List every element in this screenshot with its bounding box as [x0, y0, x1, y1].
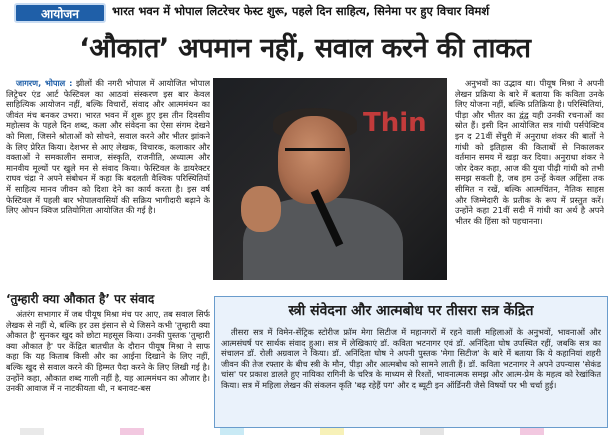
highlight-box-title: स्त्री संवेदना और आत्मबोध पर तीसरा सत्र केंद्रित	[288, 303, 534, 319]
subheading-aukaat-dialogue: ‘तुम्हारी क्या औकात है’ पर संवाद	[6, 292, 155, 306]
main-headline: ‘औकात’ अपमान नहीं, सवाल करने की ताकत	[79, 33, 531, 64]
highlight-box-text	[221, 327, 601, 423]
highlight-box	[214, 296, 608, 428]
section-banner	[0, 0, 609, 26]
highlight-box-paragraph: तीसरा सत्र में विमेन-सेंट्रिक स्टोरीज फ्रॉम मेगा सिटीज में महानगरों में रहने वाली महिलाओं के अनुभवों, भावनाओं और आत्मसंघर्ष पर सार्थक संवाद हुआ। सत्र में लेखिकाएं डॉ. कविता भटनागर एवं डॉ. अनिंदिता घोष उपस्थित रहीं, जबकि सत्र का संचालन डॉ. रोली अग्रवाल ने किया। डॉ. अनिंदिता घोष ने अपनी पुस्तक 'मेगा सिटीज' के बारे में बताया कि ये कहानियां शहरी जीवन की तेज रफ्तार के बीच स्त्री के मौन, पीड़ा और आत्मबोध को सामने लाती हैं। डॉ. कविता भटनागर ने अपने उपन्यास 'सेकंड चांस' पर प्रकाश डालते हुए नायिका रागिनी के चरित्र के माध्यम से रिश्तों, भावनात्मक समझ और आत्म-प्रेम के महत्व को रेखांकित किया। सत्र में महिला लेखन की संकलन कृति 'बढ़ रहेहैं पग' और द ब्यूटी इन ऑर्डिनरी जैसे विषयों पर भी चर्चा हुई।	[221, 327, 601, 390]
lead-article-column	[6, 78, 210, 288]
photo-backdrop-text: Thin	[363, 108, 427, 138]
banner-subheadline: भारत भवन में भोपाल लिटरेचर फेस्ट शुरू, पहले दिन साहित्य, सिनेमा पर हुए विचार विमर्श	[112, 4, 490, 18]
print-registration-mark	[420, 428, 444, 435]
lead-article-text: झीलों की नगरी भोपाल में आयोजित भोपाल लिट्रेचर एंड आर्ट फेस्टिवल का आठवां संस्करण इस बार केवल साहित्यिक आयोजन नहीं, बल्कि विचारों, संवाद और आत्ममंथन का जीवंत मंच बनकर उभरा। भारत भवन में शुरू हुए इस तीन दिवसीय महोत्सव के पहले दिन शब्द, कला और संवेदना का ऐसा संगम देखने को मिला, जिसने श्रोताओं को सोचने, सवाल करने और भीतर झांकने के लिए प्रेरित किया। देशभर से आए लेखक, विचारक, कलाकार और वक्ताओं ने समकालीन समाज, संस्कृति, राजनीति, अध्यात्म और मानवीय मूल्यों पर खुले मन से संवाद किया। फेस्टिवल के डायरेक्टर राघव चंद्रा ने अपने संबोधन में कहा कि बदलती वैश्विक परिस्थितियों में साहित्य मानव जीवन को दिशा देने का कार्य करता है। इस वर्ष फेस्टिवल में पहली बार भोपालवासियों की सक्रिय भागीदारी बढ़ाने के लिए ओपन क्विज प्रतियोगिता आयोजित की गई है।	[6, 78, 210, 216]
lower-left-article-column	[6, 309, 210, 425]
photo-speaker-glasses	[285, 148, 345, 163]
print-registration-mark	[520, 428, 544, 435]
print-registration-mark	[20, 428, 44, 435]
print-registration-mark	[320, 428, 344, 435]
right-article-column	[455, 78, 604, 300]
lower-left-text: अंतरंग सभागार में जब पीयूष मिश्रा मंच पर आए, तब सवाल सिर्फ लेखक से नहीं थे, बल्कि हर उस इंसान से थे जिसने कभी 'तुम्हारी क्या औकात है' सुनकर खुद को छोटा महसूस किया। उनकी पुस्तक 'तुम्हारी क्या औकात है' पर केंद्रित बातचीत के दौरान पीयूष मिश्रा ने साफ कहा कि यह किताब किसी और का आईना दिखाने के लिए नहीं, बल्कि खुद से सवाल करने की हिम्मत पैदा करने के लिए लिखी गई है। उन्होंने कहा, औकात शब्द गाली नहीं है, यह आत्ममंथन का औजार है। उनकी आवाज में न नाटकीयता थी, न बनावट-बस	[6, 309, 210, 394]
section-tag: आयोजन	[14, 3, 106, 23]
photo-speaker-hand	[241, 186, 281, 232]
dateline: जागरण, भोपाल :	[16, 78, 73, 88]
print-registration-mark	[220, 428, 244, 435]
speaker-photo	[213, 78, 447, 280]
right-column-text: अनुभवों का उद्भाव था। पीयूष मिश्रा ने अपनी लेखन प्रक्रिया के बारे में बताया कि कविता उनके लिए योजना नहीं, बल्कि प्रतिक्रिया है। परिस्थितियां, पीड़ा और भीतर का द्वंद्व यही उनकी रचनाओं का स्रोत हैं। इसी दिन आयोजित सत्र गांधी पर्सपेक्टिव इन द 21वीं सेंचुरी में अनुराधा शंकर की बातों ने गांधी को इतिहास की किताबों से निकालकर वर्तमान समय में खड़ा कर दिया। अनुराधा शंकर ने जोर देकर कहा, आज की युवा पीढ़ी गांधी को तभी समझ सकती है, जब हम उन्हें केवल अहिंसा तक सीमित न रखें, बल्कि आत्मचिंतन, नैतिक साहस और जिम्मेदारी के प्रतीक के रूप में प्रस्तुत करें। उन्होंने कहा 21वीं सदी में गांधी का अर्थ है अपने भीतर की हिंसा को पहचानना।	[455, 78, 604, 226]
print-registration-mark	[120, 428, 144, 435]
